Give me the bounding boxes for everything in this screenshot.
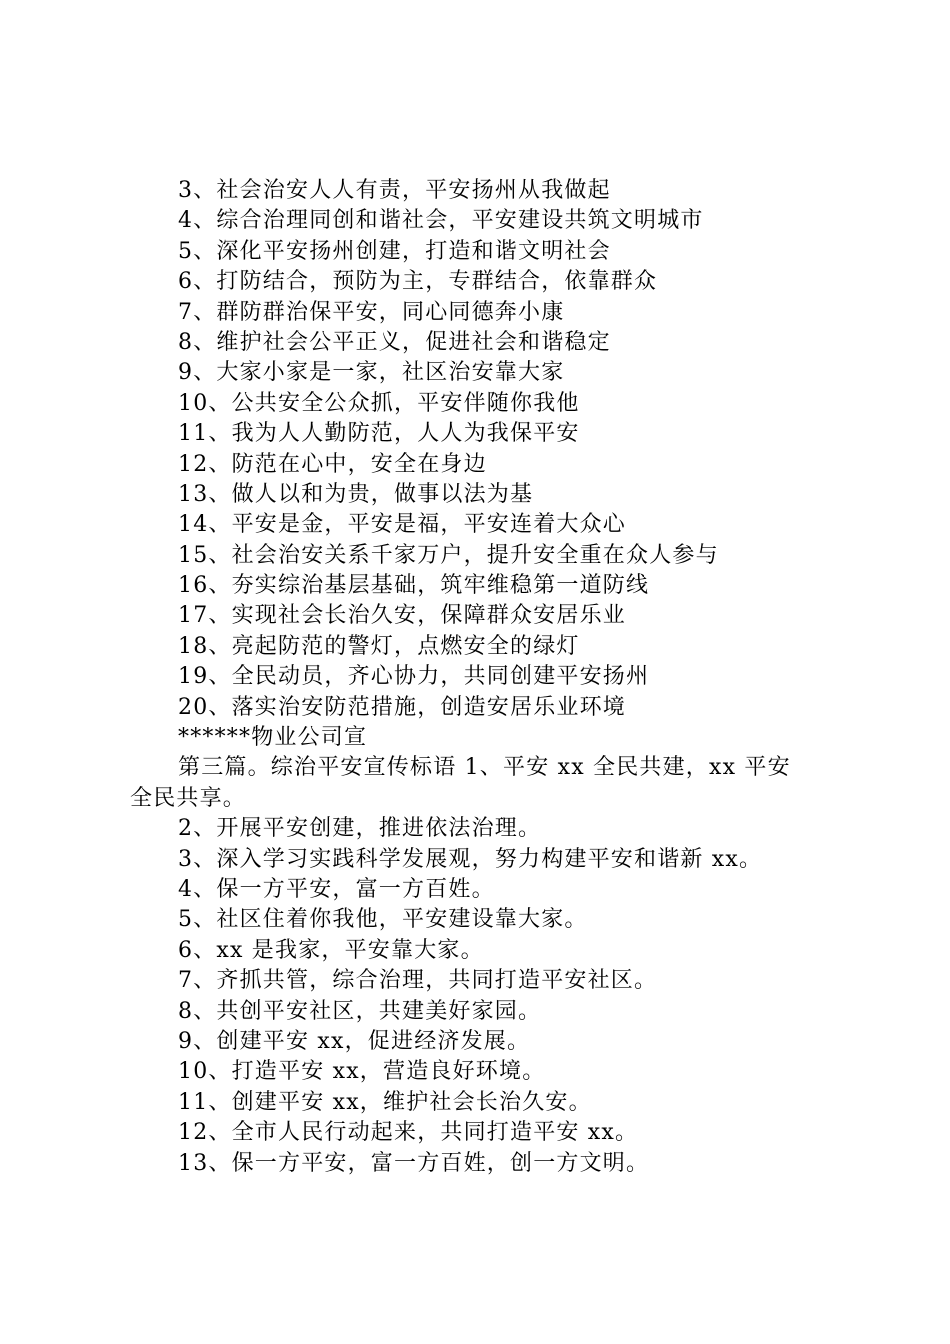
slogan-line: 3、深入学习实践科学发展观，努力构建平安和谐新 xx。: [178, 846, 763, 872]
slogan-line: 2、开展平安创建，推进依法治理。: [178, 816, 542, 842]
slogan-line: 11、创建平安 xx，维护社会长治久安。: [178, 1089, 592, 1115]
slogan-line: 16、夯实综治基层基础，筑牢维稳第一道防线: [178, 573, 650, 599]
company-note: ******物业公司宣: [178, 725, 368, 751]
slogan-line: 6、打防结合，预防为主，专群结合，依靠群众: [178, 269, 658, 295]
slogan-line: 19、全民动员，齐心协力，共同创建平安扬州: [178, 664, 650, 690]
slogan-line: 14、平安是金，平安是福，平安连着大众心: [178, 512, 626, 538]
slogan-line: 10、打造平安 xx，营造良好环境。: [178, 1059, 546, 1085]
slogan-line: 4、保一方平安，富一方百姓。: [178, 876, 495, 902]
slogan-line: 17、实现社会长治久安，保障群众安居乐业: [178, 603, 626, 629]
slogan-line: 12、全市人民行动起来，共同打造平安 xx。: [178, 1120, 639, 1146]
slogan-line: 12、防范在心中，安全在身边: [178, 451, 487, 477]
slogan-line: 5、深化平安扬州创建，打造和谐文明社会: [178, 238, 611, 264]
slogan-line: 20、落实治安防范措施，创造安居乐业环境: [178, 694, 626, 720]
section-three-heading: 第三篇。综治平安宣传标语 1、平安 xx 全民共建，xx 平安: [178, 755, 791, 781]
slogan-line: 7、群防群治保平安，同心同德奔小康: [178, 299, 565, 325]
slogan-line: 3、社会治安人人有责，平安扬州从我做起: [178, 178, 611, 203]
slogan-line: 8、维护社会公平正义，促进社会和谐稳定: [178, 329, 611, 355]
slogan-line: 5、社区住着你我他，平安建设靠大家。: [178, 907, 588, 933]
slogan-line: 9、创建平安 xx，促进经济发展。: [178, 1028, 531, 1054]
slogan-line: 10、公共安全公众抓，平安伴随你我他: [178, 390, 580, 416]
slogan-line: 18、亮起防范的警灯，点燃安全的绿灯: [178, 633, 580, 659]
slogan-line: 7、齐抓共管，综合治理，共同打造平安社区。: [178, 968, 658, 994]
slogan-line: 6、xx 是我家，平安靠大家。: [178, 937, 484, 963]
section-three-heading-continuation: 全民共享。: [130, 785, 247, 811]
slogan-line: 8、共创平安社区，共建美好家园。: [178, 998, 542, 1024]
slogan-line: 11、我为人人勤防范，人人为我保平安: [178, 421, 580, 447]
slogan-line: 9、大家小家是一家，社区治安靠大家: [178, 360, 565, 386]
slogan-line: 13、做人以和为贵，做事以法为基: [178, 481, 534, 507]
slogan-line: 4、综合治理同创和谐社会，平安建设共筑文明城市: [178, 208, 704, 234]
slogan-line: 15、社会治安关系千家万户，提升安全重在众人参与: [178, 542, 719, 568]
document-body: [130, 176, 830, 1179]
slogan-line: 13、保一方平安，富一方百姓，创一方文明。: [178, 1150, 650, 1176]
